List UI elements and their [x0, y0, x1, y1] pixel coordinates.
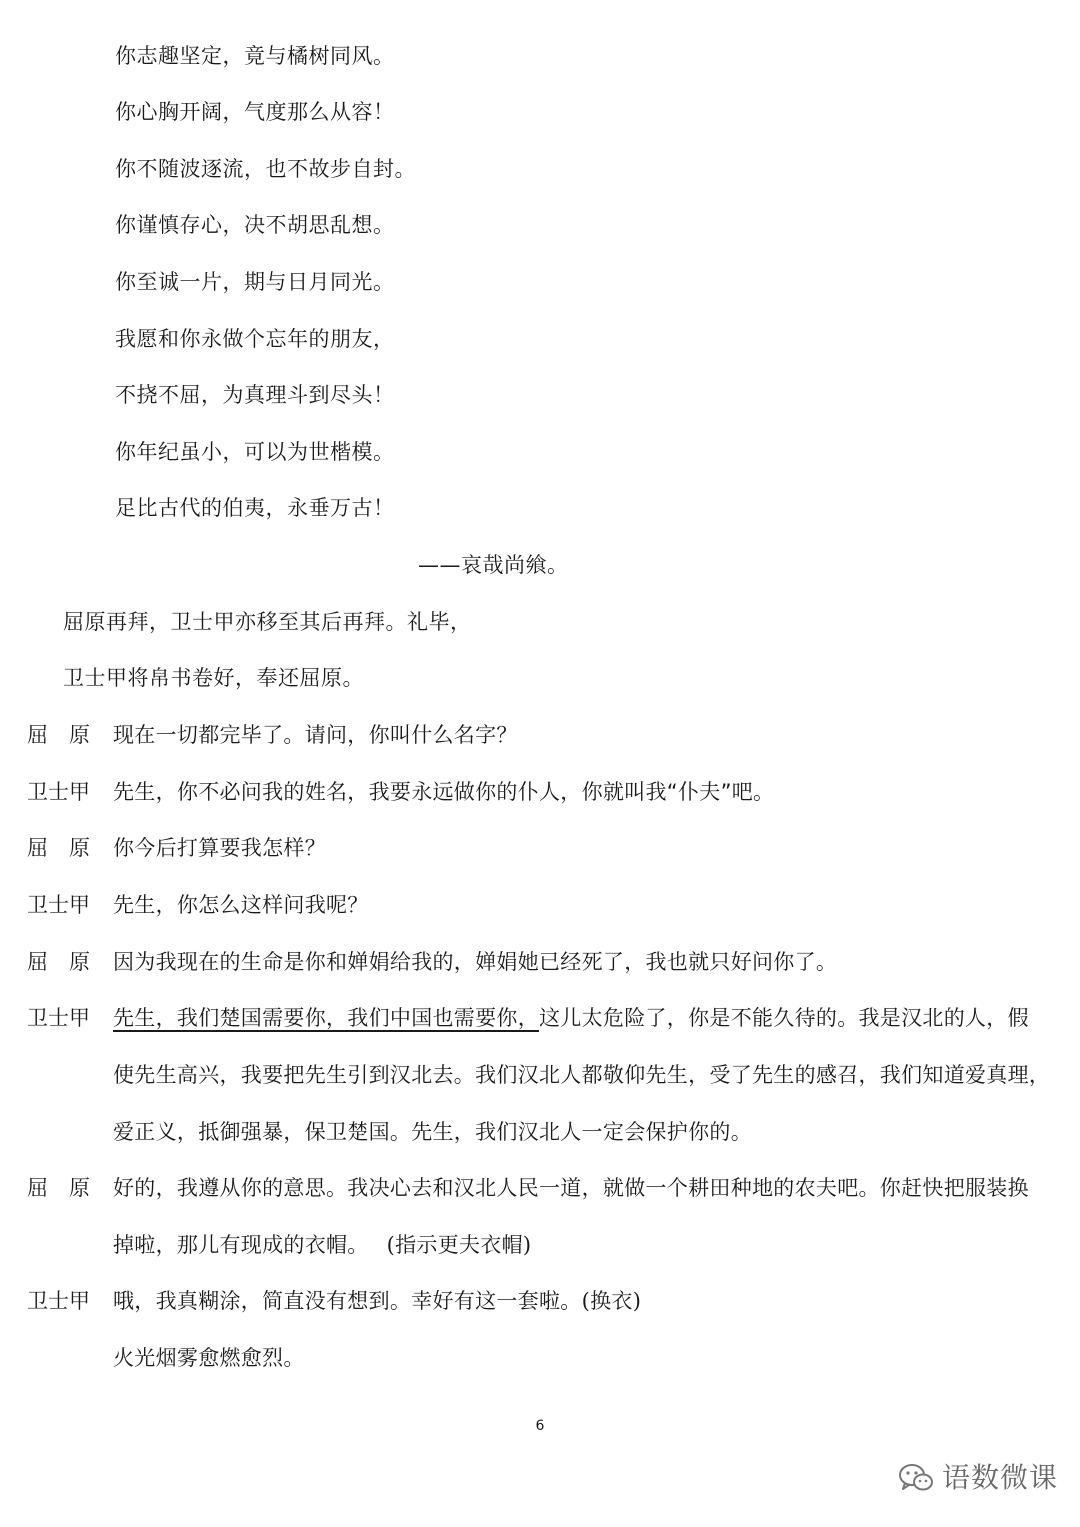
dialogue-continuation: 爱正义，抵御强暴，保卫楚国。先生，我们汉北人一定会保护你的。 — [113, 1120, 752, 1144]
stage-note: (换衣) — [581, 1289, 642, 1313]
speaker-label: 屈 原 — [27, 950, 90, 974]
poem-line: 我愿和你永做个忘年的朋友， — [115, 327, 395, 351]
speaker-label: 屈 原 — [27, 723, 90, 747]
speaker-label: 卫士甲 — [27, 1006, 90, 1030]
speaker-label: 卫士甲 — [27, 780, 90, 804]
watermark — [898, 1456, 1068, 1500]
poem-line: 不挠不屈，为真理斗到尽头！ — [115, 383, 395, 407]
poem-line: 你至诚一片，期与日月同光。 — [115, 270, 395, 294]
stage-note: (指示更夫衣帽) — [386, 1233, 532, 1257]
dialogue-line — [113, 1286, 641, 1316]
page-number: 6 — [535, 1418, 545, 1434]
poem-closing: ——哀哉尚飨。 — [418, 553, 569, 577]
underlined-text: 先生，我们楚国需要你，我们中国也需要你， — [113, 1006, 539, 1030]
dialogue-line — [113, 1003, 1029, 1033]
dialogue-text: 掉啦，那儿有现成的衣帽。 — [113, 1233, 369, 1257]
poem-line: 足比古代的伯夷，永垂万古！ — [115, 496, 395, 520]
watermark-text: 语数微课 — [942, 1461, 1059, 1494]
speaker-label: 屈 原 — [27, 836, 90, 860]
dialogue-line: 因为我现在的生命是你和婵娟给我的，婵娟她已经死了，我也就只好问你了。 — [113, 950, 838, 974]
stage-direction: 屈原再拜，卫士甲亦移至其后再拜。礼毕， — [63, 610, 472, 634]
dialogue-line: 你今后打算要我怎样？ — [113, 836, 326, 860]
closing-stage-line: 火光烟雾愈燃愈烈。 — [113, 1346, 305, 1370]
dialogue-continuation: 使先生高兴，我要把先生引到汉北去。我们汉北人都敬仰先生，受了先生的感召，我们知道爱真理， — [113, 1063, 1051, 1087]
speaker-label: 屈 原 — [27, 1176, 90, 1200]
wechat-icon — [898, 1462, 934, 1494]
speaker-label: 卫士甲 — [27, 893, 90, 917]
poem-line: 你志趣坚定，竟与橘树同风。 — [115, 44, 395, 68]
poem-line: 你心胸开阔，气度那么从容！ — [115, 100, 395, 124]
dialogue-line: 好的，我遵从你的意思。我决心去和汉北人民一道，就做一个耕田种地的农夫吧。你赶快把服装换 — [113, 1176, 1029, 1200]
stage-direction: 卫士甲将帛书卷好，奉还屈原。 — [63, 666, 364, 690]
dialogue-continuation — [113, 1230, 531, 1260]
dialogue-text: 这儿太危险了，你是不能久待的。我是汉北的人，假 — [539, 1006, 1029, 1030]
poem-line: 你年纪虽小，可以为世楷模。 — [115, 440, 395, 464]
dialogue-text: 哦，我真糊涂，简直没有想到。幸好有这一套啦。 — [113, 1289, 582, 1313]
poem-line: 你谨慎存心，决不胡思乱想。 — [115, 213, 395, 237]
speaker-label: 卫士甲 — [27, 1289, 90, 1313]
dialogue-line: 现在一切都完毕了。请问，你叫什么名字？ — [113, 723, 518, 747]
dialogue-line: 先生，你不必问我的姓名，我要永远做你的仆人，你就叫我“仆夫”吧。 — [113, 780, 775, 804]
dialogue-line: 先生，你怎么这样问我呢？ — [113, 893, 369, 917]
poem-line: 你不随波逐流，也不故步自封。 — [115, 157, 416, 181]
